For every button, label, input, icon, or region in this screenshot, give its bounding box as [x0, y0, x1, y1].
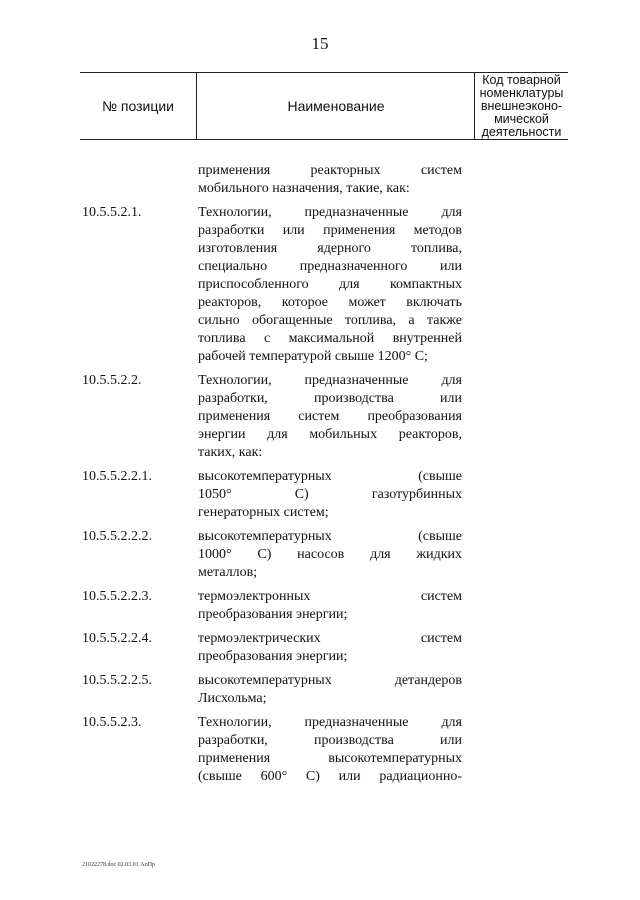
item-description [198, 588, 462, 624]
item-description [198, 672, 462, 708]
item-description [198, 714, 462, 786]
table-row [82, 468, 472, 522]
description-line: Технологии, предназначенные для [198, 715, 462, 730]
item-description [198, 468, 462, 522]
header-name-column: Наименование [196, 73, 475, 139]
table-row [82, 588, 472, 624]
description-line: Технологии, предназначенные для [198, 373, 462, 388]
description-line: сильно обогащенные топлива, а также [198, 313, 462, 328]
description-line: высокотемпературных детандеров [198, 673, 462, 688]
table-header [80, 72, 568, 140]
position-number: 10.5.5.2.2.4. [82, 631, 152, 646]
table-row [82, 630, 472, 666]
header-code-line: Код товарной [482, 73, 561, 87]
table-row [82, 714, 472, 786]
item-description [198, 528, 462, 582]
table-body [82, 162, 472, 792]
description-line: высокотемпературных (свыше [198, 529, 462, 544]
description-line: преобразования энергии; [198, 607, 348, 622]
position-number: 10.5.5.2.2.3. [82, 589, 152, 604]
description-line: мобильного назначения, такие, как: [198, 181, 410, 196]
description-line: генераторных систем; [198, 505, 329, 520]
description-line: Технологии, предназначенные для [198, 205, 462, 220]
item-description [198, 630, 462, 666]
document-footer: 21022278.doc 02.03.01 АпПр [82, 862, 156, 868]
description-line: металлов; [198, 565, 258, 580]
table-row [82, 162, 472, 198]
header-code-line: деятельности [481, 125, 562, 139]
header-code-column [474, 73, 568, 139]
table-row [82, 204, 472, 366]
description-line: разработки или применения методов [198, 223, 462, 238]
description-line: разработки, производства или [198, 733, 462, 748]
description-line: разработки, производства или [198, 391, 462, 406]
description-line: высокотемпературных (свыше [198, 469, 462, 484]
description-line: 1050° С) газотурбинных [198, 487, 462, 502]
description-line: применения высокотемпературных [198, 751, 462, 766]
description-line: термоэлектронных систем [198, 589, 462, 604]
table-row [82, 372, 472, 462]
description-line: (свыше 600° С) или радиационно- [198, 769, 462, 784]
description-line: реакторов, которое может включать [198, 295, 462, 310]
description-line: энергии для мобильных реакторов, [198, 427, 462, 442]
description-line: преобразования энергии; [198, 649, 348, 664]
position-number: 10.5.5.2.2.5. [82, 673, 152, 688]
position-number: 10.5.5.2.3. [82, 715, 142, 730]
description-line: топлива с максимальной внутренней [198, 331, 462, 346]
description-line: термоэлектрических систем [198, 631, 462, 646]
description-line: изготовления ядерного топлива, [198, 241, 462, 256]
item-description [198, 162, 462, 198]
header-code-line: внешнеэконо- [480, 99, 563, 113]
position-number: 10.5.5.2.2. [82, 373, 142, 388]
description-line: специально предназначенного или [198, 259, 462, 274]
position-number: 10.5.5.2.2.1. [82, 469, 152, 484]
header-position-column: № позиции [101, 98, 175, 114]
description-line: применения реакторных систем [198, 163, 462, 178]
position-number [82, 162, 198, 198]
header-code-line: мической [494, 112, 549, 126]
table-row [82, 528, 472, 582]
header-code-line: номенклатуры [479, 86, 564, 100]
position-number: 10.5.5.2.1. [82, 205, 142, 220]
description-line: таких, как: [198, 445, 263, 460]
page-number: 15 [311, 34, 329, 53]
description-line: приспособленного для компактных [198, 277, 462, 292]
description-line: применения систем преобразования [198, 409, 462, 424]
description-line: Лисхольма; [198, 691, 267, 706]
item-description [198, 204, 462, 366]
position-number: 10.5.5.2.2.2. [82, 529, 152, 544]
description-line: рабочей температурой свыше 1200° С; [198, 349, 428, 364]
table-row [82, 672, 472, 708]
description-line: 1000° С) насосов для жидких [198, 547, 462, 562]
item-description [198, 372, 462, 462]
